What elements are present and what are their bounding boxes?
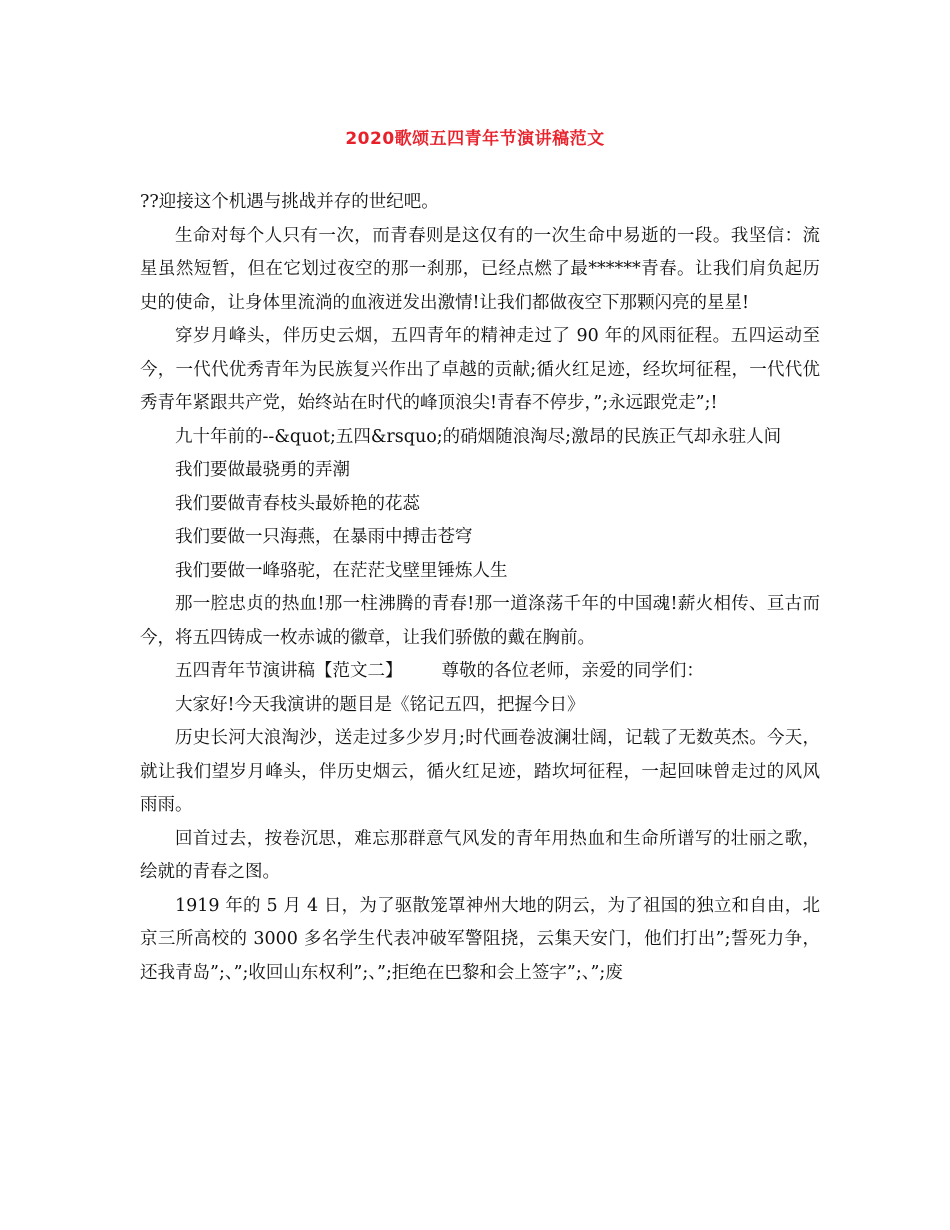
paragraph: 生命对每个人只有一次，而青春则是这仅有的一次生命中易逝的一段。我坚信：流星虽然短暂，但在它划过夜空的那一刹那，已经点燃了最******青春。让我们肩负起历史的使命，让身体里流淌的血液迸发出激情!让我们都做夜空下那颗闪亮的星星! <box>140 225 820 313</box>
paragraph: 五四青年节演讲稿【范文二】 尊敬的各位老师，亲爱的同学们： <box>175 661 704 681</box>
paragraph: 我们要做一只海燕，在暴雨中搏击苍穹 <box>175 527 473 547</box>
paragraph: 我们要做最骁勇的弄潮 <box>175 460 350 480</box>
document-body <box>140 186 820 990</box>
paragraph: 穿岁月峰头，伴历史云烟，五四青年的精神走过了 90 年的风雨征程。五四运动至今，一代代优秀青年为民族复兴作出了卓越的贡献;循火红足迹，经坎坷征程，一代代优秀青年紧跟共产党，始终站在时代的峰顶浪尖!青春不停步，”;永远跟党走”;! <box>140 326 820 413</box>
document-title: 2020歌颂五四青年节演讲稿范文 <box>345 129 605 149</box>
paragraph: 大家好!今天我演讲的题目是《铭记五四，把握今日》 <box>175 694 585 715</box>
paragraph: 历史长河大浪淘沙，送走过多少岁月;时代画卷波澜壮阔，记载了无数英杰。今天，就让我们望岁月峰头，伴历史烟云，循火红足迹，踏坎坷征程，一起回味曾走过的风风雨雨。 <box>140 728 820 815</box>
paragraph: ??迎接这个机遇与挑战并存的世纪吧。 <box>140 192 439 212</box>
paragraph: 回首过去，按卷沉思，难忘那群意气风发的青年用热血和生命所谱写的壮丽之歌，绘就的青春之图。 <box>140 828 820 882</box>
paragraph: 那一腔忠贞的热血!那一柱沸腾的青春!那一道涤荡千年的中国魂!薪火相传、亘古而今，将五四铸成一枚赤诚的徽章，让我们骄傲的戴在胸前。 <box>140 594 820 648</box>
paragraph: 我们要做青春枝头最娇艳的花蕊 <box>175 493 420 514</box>
paragraph: 九十年前的--&quot;五四&rsquo;的硝烟随浪淘尽;激昂的民族正气却永驻人间 <box>175 426 782 447</box>
paragraph: 1919 年的 5 月 4 日，为了驱散笼罩神州大地的阴云，为了祖国的独立和自由，北京三所高校的 3000 多名学生代表冲破军警阻挠，云集天安门，他们打出”;誓死力争，还我青岛”;、”;收回山东权利”;、”;拒绝在巴黎和会上签字”;、”;废 <box>140 895 820 983</box>
paragraph: 我们要做一峰骆驼，在茫茫戈壁里锤炼人生 <box>175 560 508 581</box>
